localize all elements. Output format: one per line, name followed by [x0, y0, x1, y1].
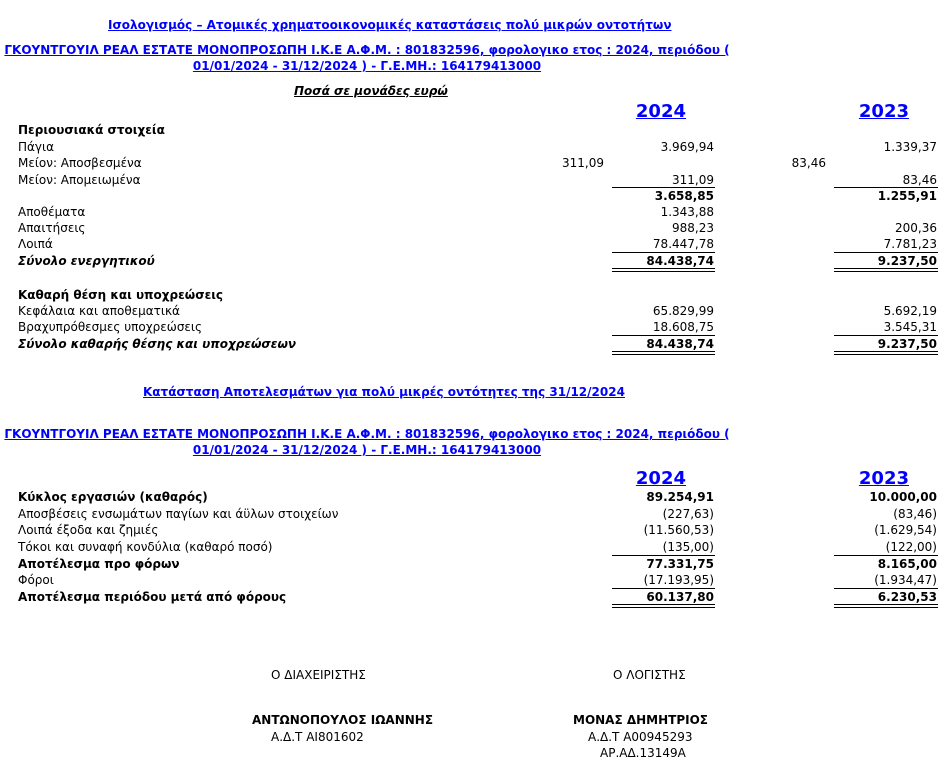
- balance-title: Ισολογισμός – Ατομικές χρηματοοικονομικές καταστάσεις πολύ μικρών οντοτήτων: [108, 18, 672, 32]
- total-equity-2023: 9.237,50: [877, 337, 937, 351]
- manager-role: Ο ΔΙΑΧΕΙΡΙΣΤΗΣ: [271, 668, 366, 682]
- row-label: Μείον: Αποσβεσμένα: [18, 156, 142, 170]
- subtotal-line: [612, 187, 715, 188]
- value-2023: 10.000,00: [869, 490, 937, 504]
- accountant-reg: ΑΡ.ΑΔ.13149Α: [600, 746, 686, 760]
- subvalue-2023: 83,46: [791, 156, 826, 170]
- value-2023: (122,00): [885, 540, 937, 554]
- row-label: Λοιπά: [18, 237, 53, 251]
- income-company-line1: ΓΚΟΥΝΤΓΟΥΙΛ ΡΕΑΛ ΕΣΤΑΤΕ ΜΟΝΟΠΡΟΣΩΠΗ Ι.Κ.Ε Α.Φ.Μ. : 801832596, φορολογικο ετος : 2024, περιόδου (: [4, 427, 730, 441]
- assets-heading: Περιουσιακά στοιχεία: [18, 123, 165, 137]
- value-2023: 5.692,19: [883, 304, 937, 318]
- balance-company-line1: ΓΚΟΥΝΤΓΟΥΙΛ ΡΕΑΛ ΕΣΤΑΤΕ ΜΟΝΟΠΡΟΣΩΠΗ Ι.Κ.Ε Α.Φ.Μ. : 801832596, φορολογικο ετος : 2024, περιόδου (: [4, 43, 730, 57]
- value-2023: 6.230,53: [877, 590, 937, 604]
- row-label: Αποτέλεσμα προ φόρων: [18, 557, 180, 571]
- value-2024: (135,00): [662, 540, 714, 554]
- value-2023: 3.545,31: [883, 320, 937, 334]
- value-2024: 60.137,80: [646, 590, 714, 604]
- subtotal-line: [612, 335, 715, 336]
- value-2024: 77.331,75: [646, 557, 714, 571]
- value-2024: 311,09: [672, 173, 714, 187]
- row-label: Βραχυπρόθεσμες υποχρεώσεις: [18, 320, 203, 334]
- value-2024: 988,23: [672, 221, 714, 235]
- total-double-line: [834, 351, 938, 355]
- value-2023: (1.629,54): [874, 523, 937, 537]
- value-2023: 83,46: [902, 173, 937, 187]
- value-2023: (83,46): [893, 507, 937, 521]
- subtotal-line: [834, 588, 938, 589]
- accountant-role: Ο ΛΟΓΙΣΤΗΣ: [613, 668, 686, 682]
- subtotal-line: [612, 555, 715, 556]
- accountant-id: Α.Δ.Τ Α00945293: [588, 730, 693, 744]
- value-2023: (1.934,47): [874, 573, 937, 587]
- subtotal-line: [612, 588, 715, 589]
- total-assets-2023: 9.237,50: [877, 254, 937, 268]
- value-2023: 200,36: [895, 221, 937, 235]
- total-double-line: [612, 351, 715, 355]
- value-2024: 3.969,94: [660, 140, 714, 154]
- row-label: Αποθέματα: [18, 205, 86, 219]
- subtotal-line: [834, 555, 938, 556]
- subtotal-line: [834, 252, 938, 253]
- equity-heading: Καθαρή θέση και υποχρεώσεις: [18, 288, 224, 302]
- row-label: Απαιτήσεις: [18, 221, 86, 235]
- income-year-2024: 2024: [635, 468, 686, 489]
- total-double-line: [612, 604, 715, 608]
- subtotal-line: [834, 187, 938, 188]
- income-year-2023: 2023: [858, 468, 909, 489]
- balance-year-2024: 2024: [635, 101, 686, 122]
- total-double-line: [834, 268, 938, 272]
- value-2024: 78.447,78: [652, 237, 714, 251]
- total-double-line: [612, 268, 715, 272]
- total-equity-2024: 84.438,74: [646, 337, 714, 351]
- value-2023: 7.781,23: [883, 237, 937, 251]
- value-2024: (227,63): [662, 507, 714, 521]
- row-label: Μείον: Απομειωμένα: [18, 173, 141, 187]
- manager-id: Α.Δ.Τ ΑΙ801602: [271, 730, 364, 744]
- row-label: Αποτέλεσμα περιόδου μετά από φόρους: [18, 590, 287, 604]
- income-title: Κατάσταση Αποτελεσμάτων για πολύ μικρές οντότητες της 31/12/2024: [143, 385, 625, 399]
- row-label: Αποσβέσεις ενσωμάτων παγίων και άϋλων στοιχείων: [18, 507, 339, 521]
- total-double-line: [834, 604, 938, 608]
- accountant-name: ΜΟΝΑΣ ΔΗΜΗΤΡΙΟΣ: [573, 713, 709, 727]
- subtotal-line: [834, 335, 938, 336]
- row-label: Λοιπά έξοδα και ζημιές: [18, 523, 159, 537]
- net-fixed-2024: 3.658,85: [654, 189, 714, 203]
- value-2023: 8.165,00: [877, 557, 937, 571]
- value-2023: 1.339,37: [883, 140, 937, 154]
- row-label: Πάγια: [18, 140, 55, 154]
- balance-year-2023: 2023: [858, 101, 909, 122]
- net-fixed-2023: 1.255,91: [877, 189, 937, 203]
- total-assets-label: Σύνολο ενεργητικού: [18, 254, 155, 268]
- currency-note: Ποσά σε μονάδες ευρώ: [294, 84, 448, 98]
- value-2024: 65.829,99: [652, 304, 714, 318]
- value-2024: 1.343,88: [660, 205, 714, 219]
- row-label: Κεφάλαια και αποθεματικά: [18, 304, 180, 318]
- subvalue-2024: 311,09: [562, 156, 604, 170]
- row-label: Κύκλος εργασιών (καθαρός): [18, 490, 208, 504]
- value-2024: (17.193,95): [643, 573, 714, 587]
- row-label: Τόκοι και συναφή κονδύλια (καθαρό ποσό): [18, 540, 273, 554]
- row-label: Φόροι: [18, 573, 54, 587]
- balance-company-line2: 01/01/2024 - 31/12/2024 ) - Γ.Ε.ΜΗ.: 164179413000: [192, 59, 542, 73]
- manager-name: ΑΝΤΩΝΟΠΟΥΛΟΣ ΙΩΑΝΝΗΣ: [252, 713, 434, 727]
- value-2024: 18.608,75: [652, 320, 714, 334]
- income-company-line2: 01/01/2024 - 31/12/2024 ) - Γ.Ε.ΜΗ.: 164179413000: [192, 443, 542, 457]
- value-2024: 89.254,91: [646, 490, 714, 504]
- value-2024: (11.560,53): [643, 523, 714, 537]
- subtotal-line: [612, 252, 715, 253]
- total-assets-2024: 84.438,74: [646, 254, 714, 268]
- total-equity-label: Σύνολο καθαρής θέσης και υποχρεώσεων: [18, 337, 297, 351]
